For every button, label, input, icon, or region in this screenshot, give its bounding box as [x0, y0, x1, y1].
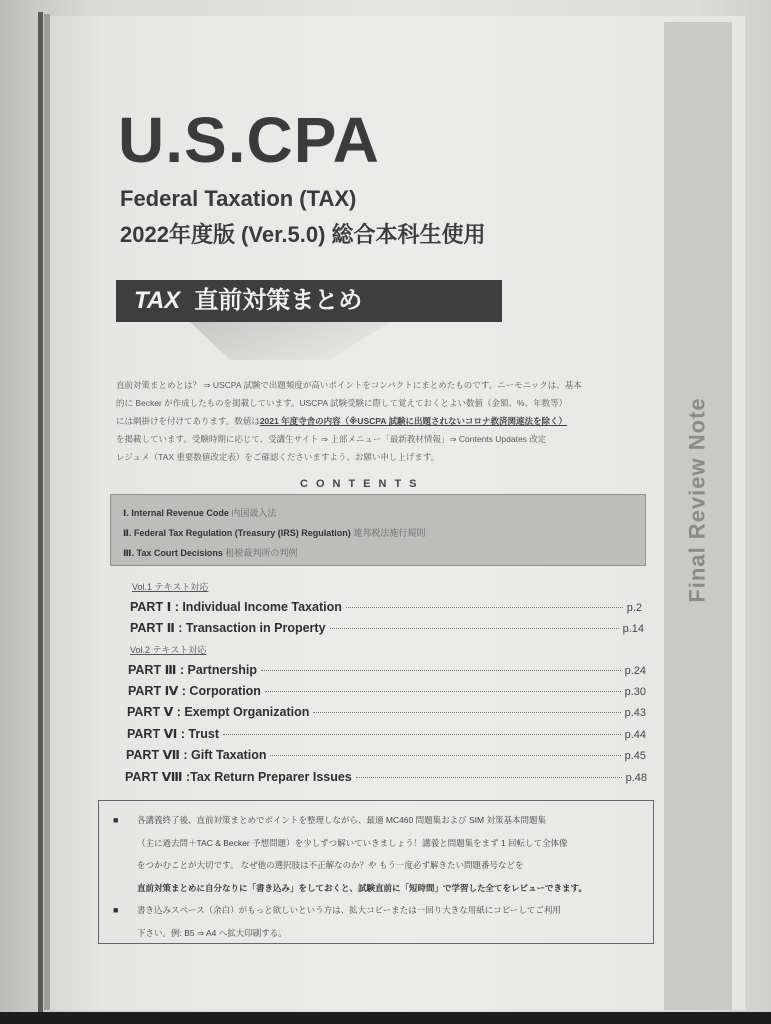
contents-box [110, 494, 646, 566]
banner-en: TAX [134, 287, 181, 314]
intro-line: 的に Becker が作成したものを掲載しています。USCPA 試験受験に際して覚えておくとよい数値（金額、%、年数等） [116, 398, 568, 408]
vol2-label: Vol.2 テキスト対応 [130, 645, 207, 655]
document-subtitle: Federal Taxation (TAX) [120, 186, 357, 211]
square-bullet-icon: ■ [113, 815, 119, 825]
contents-item: Ⅱ. Federal Tax Regulation (Treasury (IRS) Regulation) 連邦税法施行規則 [123, 528, 426, 538]
toc-row: PART Ⅷ :Tax Return Preparer Issues p.48 [125, 770, 647, 784]
note-line: ■ 書き込みスペース（余白）がもっと欲しいという方は、拡大コピーまたは一回り大きな用紙にコピーしてご利用 [113, 899, 639, 922]
side-title: Final Review Note [685, 397, 710, 603]
note-line: （主に過去問＋TAC & Becker 予想問題）を少しずつ解いていきましょう！講義と問題集をまず 1 回転して全体像 [137, 837, 568, 848]
contents-item: Ⅲ. Tax Court Decisions 租税裁判所の判例 [123, 548, 298, 558]
banner-jp: 直前対策まとめ [194, 287, 363, 314]
toc-row: PART Ⅴ : Exempt Organization p.43 [127, 705, 646, 719]
toc-row: PART Ⅱ : Transaction in Property p.14 [130, 621, 644, 635]
note-line: 直前対策まとめに自分なりに「書き込み」をしておくと、試験直前に「短時間」で学習した全てをレビューできます。 [137, 882, 587, 893]
contents-heading: CONTENTS [300, 478, 425, 490]
square-bullet-icon: ■ [113, 905, 119, 915]
note-line: をつかむことが大切です。 なぜ他の選択肢は不正解なのか？や もう一度必ず解きたい問題番号などを [137, 860, 524, 870]
toc-row: PART Ⅰ : Individual Income Taxation p.2 [130, 600, 642, 614]
toc-row: PART Ⅶ : Gift Taxation p.45 [126, 748, 646, 762]
note-line: 下さい。例: B5 ⇒ A4 へ拡大印刷する。 [137, 927, 287, 938]
document-title: U.S.CPA [118, 104, 380, 176]
intro-line: を掲載しています。受験時期に応じて、受講生サイト ⇒ 上部メニュー「最新教材情報」⇒ Contents Updates 改定 [116, 434, 547, 444]
section-banner [116, 280, 502, 322]
intro-line: レジュメ（TAX 重要数値改定表）をご確認くださいますよう、お願い申し上げます。 [116, 452, 440, 462]
intro-line: には網掛けを付けてあります。数値は2021 年度寺舎の内容（※USCPA 試験に出題されないコロナ救済関連法を除く） [116, 416, 568, 426]
toc-row: PART Ⅵ : Trust p.44 [127, 727, 646, 741]
page-binding-edge [38, 12, 43, 1012]
contents-item: Ⅰ. Internal Revenue Code 内国歳入法 [123, 508, 277, 518]
bottom-shadow [0, 1012, 771, 1024]
document-edition: 2022年度版 (Ver.5.0) 総合本科生使用 [120, 222, 486, 247]
intro-paragraph [116, 376, 646, 466]
toc-row: PART Ⅲ : Partnership p.24 [128, 663, 646, 677]
toc-row: PART Ⅳ : Corporation p.30 [128, 684, 646, 698]
vol1-label: Vol.1 テキスト対応 [132, 582, 209, 592]
intro-line: 直前対策まとめとは？ ⇒ USCPA 試験で出題頻度が高いポイントをコンパクトにまとめたものです。ニーモニックは、基本 [116, 380, 582, 390]
study-note-box [98, 800, 654, 944]
note-line: ■ 各講義終了後、直前対策まとめでポイントを整理しながら、最適 MC460 問題集および SIM 対策基本問題集 [113, 809, 639, 832]
